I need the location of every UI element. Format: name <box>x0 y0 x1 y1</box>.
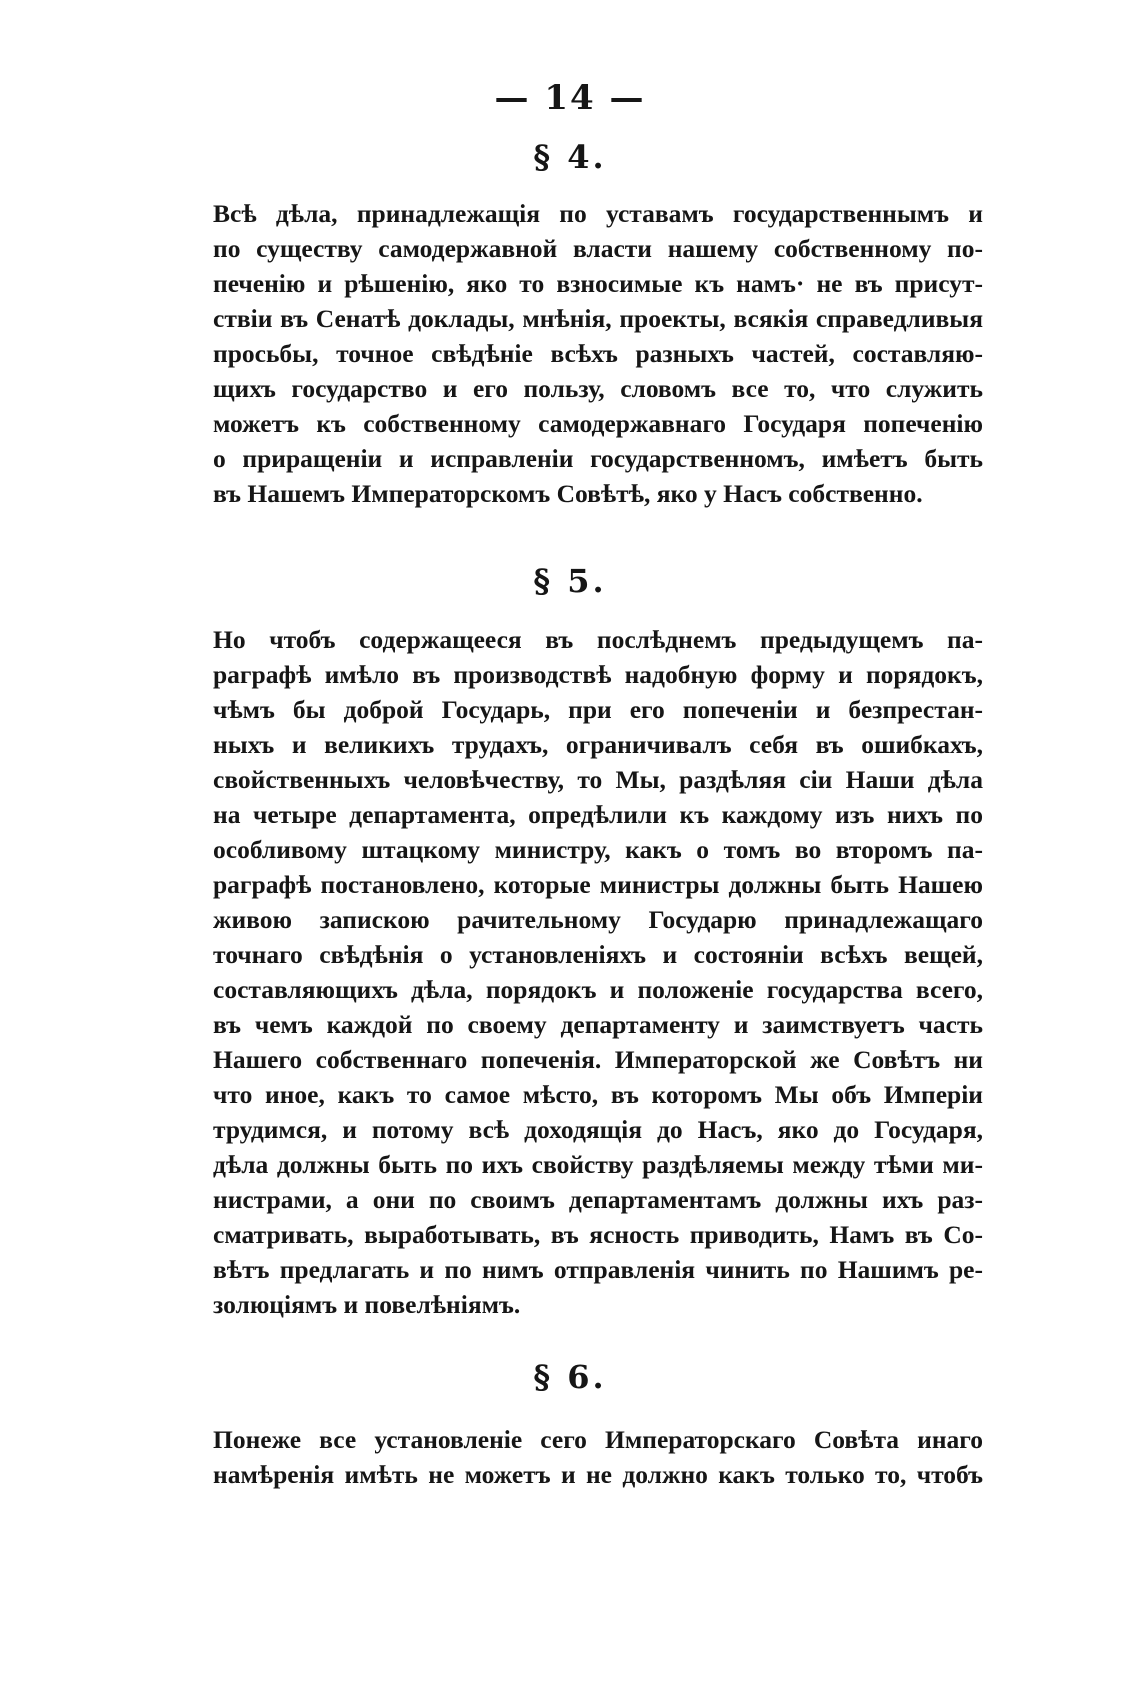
text-line: Нашего собственнаго попеченія. Императорской же Совѣтъ ни <box>213 1045 983 1074</box>
text-line: дѣла должны быть по ихъ свойству раздѣляемы между тѣми ми- <box>213 1150 983 1179</box>
text-line: составляющихъ дѣла, порядокъ и положеніе государства всего, <box>213 975 983 1004</box>
section-heading-6: § 6. <box>533 1358 607 1396</box>
text-line: печенію и рѣшенію, яко то взносимые къ намъ· не въ присут- <box>213 269 983 298</box>
text-line: просьбы, точное свѣдѣніе всѣхъ разныхъ частей, составляю- <box>213 339 983 368</box>
text-line: трудимся, и потому всѣ доходящія до Насъ, яко до Государя, <box>213 1115 983 1144</box>
text-line: раграфѣ постановлено, которые министры должны быть Нашею <box>213 870 983 899</box>
text-line: что иное, какъ то самое мѣсто, въ которомъ Мы объ Имперіи <box>213 1080 983 1109</box>
text-line: щихъ государство и его пользу, словомъ все то, что служить <box>213 374 983 403</box>
text-line: раграфѣ имѣло въ производствѣ надобную форму и порядокъ, <box>213 660 983 689</box>
text-line: ныхъ и великихъ трудахъ, ограничивалъ себя въ ошибкахъ, <box>213 730 983 759</box>
section-6-paragraph <box>213 1422 983 1492</box>
text-line: по существу самодержавной власти нашему собственному по- <box>213 234 983 263</box>
text-line: Всѣ дѣла, принадлежащія по уставамъ государственнымъ и <box>213 199 983 228</box>
text-line: въ Нашемъ Императорскомъ Совѣтѣ, яко у Насъ собственно. <box>213 479 923 508</box>
section-4-paragraph <box>213 196 983 511</box>
text-line: сматривать, выработывать, въ ясность приводить, Намъ въ Со- <box>213 1220 983 1249</box>
text-line: вѣтъ предлагать и по нимъ отправленія чинить по Нашимъ ре- <box>213 1255 983 1284</box>
text-line: точнаго свѣдѣнія о установленіяхъ и состояніи всѣхъ вещей, <box>213 940 983 969</box>
section-5-paragraph <box>213 622 983 1322</box>
text-line: ствіи въ Сенатѣ доклады, мнѣнія, проекты, всякія справедливыя <box>213 304 983 333</box>
text-line: нистрами, а они по своимъ департаментамъ должны ихъ раз- <box>213 1185 983 1214</box>
text-line: живою запискою рачительному Государю принадлежащаго <box>213 905 983 934</box>
text-line: о приращеніи и исправленіи государственномъ, имѣетъ быть <box>213 444 983 473</box>
section-heading-5: § 5. <box>533 562 607 600</box>
text-line: Но чтобъ содержащееся въ послѣднемъ предыдущемъ па- <box>213 625 983 654</box>
text-line: особливому штацкому министру, какъ о томъ во второмъ па- <box>213 835 983 864</box>
page-number: — 14 — <box>494 78 646 118</box>
text-line: намѣренія имѣть не можетъ и не должно какъ только то, чтобъ <box>213 1460 983 1489</box>
text-line: золюціямъ и повелѣніямъ. <box>213 1290 521 1319</box>
section-heading-4: § 4. <box>533 138 607 176</box>
text-line: на четыре департамента, опредѣлили къ каждому изъ нихъ по <box>213 800 983 829</box>
text-line: въ чемъ каждой по своему департаменту и заимствуетъ часть <box>213 1010 983 1039</box>
text-line: можетъ къ собственному самодержавнаго Государя попеченію <box>213 409 983 438</box>
text-line: чѣмъ бы доброй Государь, при его попеченіи и безпрестан- <box>213 695 983 724</box>
text-line: свойственныхъ человѣчеству, то Мы, раздѣляя сіи Наши дѣла <box>213 765 983 794</box>
text-line: Понеже все установленіе сего Императорскаго Совѣта инаго <box>213 1425 983 1454</box>
